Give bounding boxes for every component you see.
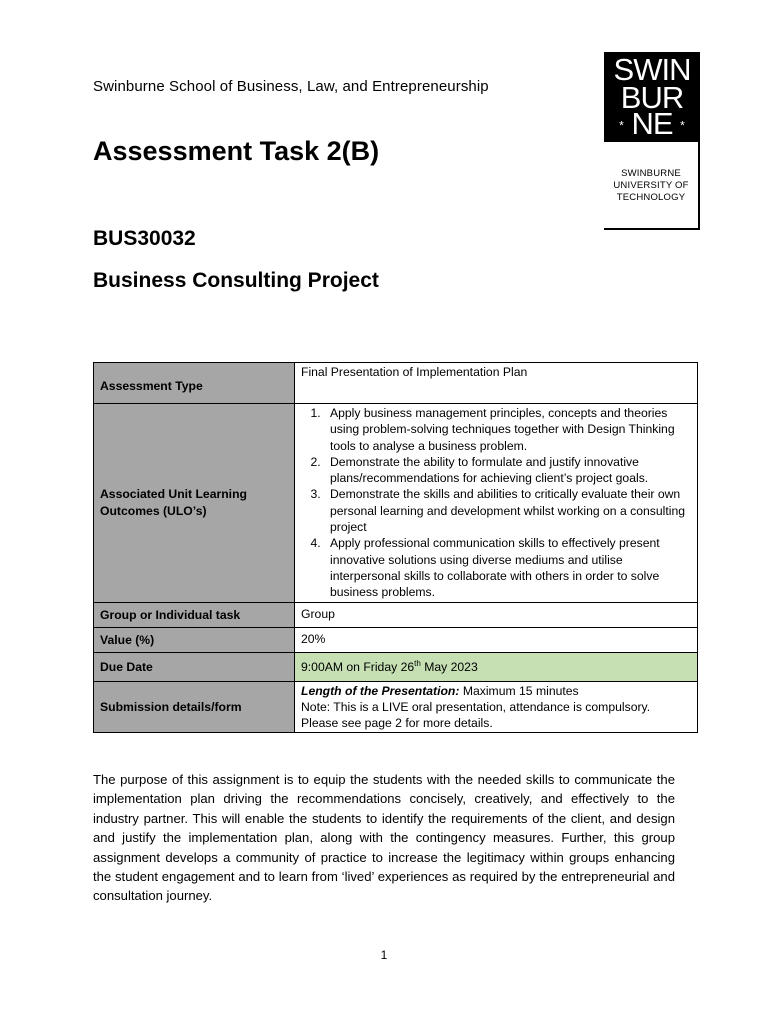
logo-sub-line-2: UNIVERSITY OF [613, 180, 689, 191]
submission-length-label: Length of the Presentation: [301, 683, 460, 698]
unit-code: BUS30032 [93, 227, 196, 250]
submission-length [301, 683, 691, 699]
table-row [94, 681, 698, 733]
value-value: 20% [295, 627, 698, 652]
logo-line-1: SWIN [613, 52, 691, 87]
page-title: Assessment Task 2(B) [93, 136, 380, 166]
submission-value [295, 681, 698, 733]
submission-length-value: Maximum 15 minutes [459, 683, 579, 698]
table-row [94, 602, 698, 627]
submission-label: Submission details/form [94, 681, 295, 733]
submission-more: Please see page 2 for more details. [301, 716, 493, 731]
assessment-type-value: Final Presentation of Implementation Plan [295, 363, 698, 404]
list-item: 4. Apply professional communication skills to effectively present innovative solutions using diverse mediums and utilise interpersonal skills to collaborate with others in order to solve business problems. [324, 535, 691, 600]
star-icon: * [680, 118, 685, 133]
due-date-rest: May 2023 [420, 660, 478, 675]
logo-line-3-text: NE [631, 106, 673, 141]
table-row [94, 404, 698, 603]
assessment-type-label: Assessment Type [94, 363, 295, 404]
school-name: Swinburne School of Business, Law, and Entrepreneurship [93, 78, 489, 95]
due-date-suffix: th [414, 659, 421, 669]
table-row [94, 363, 698, 404]
list-item: 3. Demonstrate the skills and abilities to critically evaluate their own personal learning and development whilst working on a consulting project [324, 486, 691, 535]
logo-sub-line-3: TECHNOLOGY [616, 192, 686, 203]
due-date-label: Due Date [94, 653, 295, 681]
value-label: Value (%) [94, 627, 295, 652]
group-label: Group or Individual task [94, 602, 295, 627]
page-number: 1 [380, 948, 388, 962]
logo-line-3 [604, 108, 700, 141]
table-row [94, 627, 698, 652]
logo-sub-line-1: SWINBURNE [621, 168, 681, 179]
ulo-list-cell [295, 404, 698, 603]
logo-line-2: BUR [620, 80, 684, 115]
group-value: Group [295, 602, 698, 627]
unit-name: Business Consulting Project [93, 269, 379, 292]
list-item: 1. Apply business management principles, concepts and theories using problem-solving techniques together with Design Thinking tools to analyse a business problem. [324, 405, 691, 454]
logo-subtitle [604, 168, 698, 204]
list-item: 2. Demonstrate the ability to formulate and justify innovative plans/recommendations for achieving client’s project goals. [324, 454, 691, 487]
due-date-time: 9:00AM on Friday 26 [301, 660, 415, 675]
assessment-info-table [93, 362, 698, 733]
submission-note: Note: This is a LIVE oral presentation, attendance is compulsory. [301, 699, 651, 714]
purpose-paragraph: The purpose of this assignment is to equip the students with the needed skills to communicate the implementation plan driving the recommendations concisely, creatively, and effectively to the industry partner. This will enable the students to identify the requirements of the client, and design and justify the implementation plan, along with the contingency measures. Further, this group assignment develops a community of practice to increase the legitimacy within groups enhancing the student engagement and to learn from ‘lived’ experiences as required by the entrepreneurial and consultation journey. [93, 772, 675, 904]
ulo-list [301, 405, 691, 601]
ulo-label: Associated Unit Learning Outcomes (ULO’s) [94, 404, 295, 603]
table-row [94, 653, 698, 681]
star-icon: * [619, 118, 624, 133]
swinburne-logo [604, 52, 700, 142]
due-date-value [295, 653, 698, 681]
logo-subtitle-box [604, 142, 700, 230]
